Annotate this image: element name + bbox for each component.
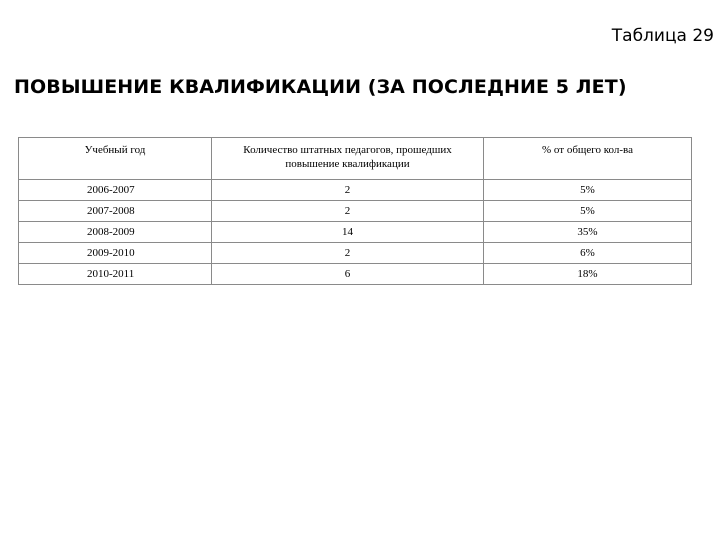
cell-teacher-count: 2 [212,243,484,264]
column-header-teacher-count: Количество штатных педагогов, прошедших повышение квалификации [212,138,484,180]
cell-teacher-count: 14 [212,222,484,243]
cell-teacher-count: 2 [212,180,484,201]
page-title: ПОВЫШЕНИЕ КВАЛИФИКАЦИИ (ЗА ПОСЛЕДНИЕ 5 ЛЕТ) [14,76,627,98]
cell-percent: 6% [484,243,692,264]
cell-percent: 5% [484,201,692,222]
table-row [19,201,692,222]
cell-percent: 35% [484,222,692,243]
table-number: Таблица 29 [611,26,714,46]
column-header-school-year: Учебный год [19,138,212,180]
cell-percent: 18% [484,264,692,285]
column-header-percent: % от общего кол-ва [484,138,692,180]
table-row [19,243,692,264]
table-row [19,180,692,201]
cell-school-year: 2006-2007 [19,180,212,201]
table-row [19,222,692,243]
cell-school-year: 2008-2009 [19,222,212,243]
table-row [19,264,692,285]
qualification-table [18,137,692,285]
cell-school-year: 2010-2011 [19,264,212,285]
cell-teacher-count: 2 [212,201,484,222]
cell-school-year: 2009-2010 [19,243,212,264]
cell-percent: 5% [484,180,692,201]
cell-teacher-count: 6 [212,264,484,285]
cell-school-year: 2007-2008 [19,201,212,222]
table-header-row [19,138,692,180]
